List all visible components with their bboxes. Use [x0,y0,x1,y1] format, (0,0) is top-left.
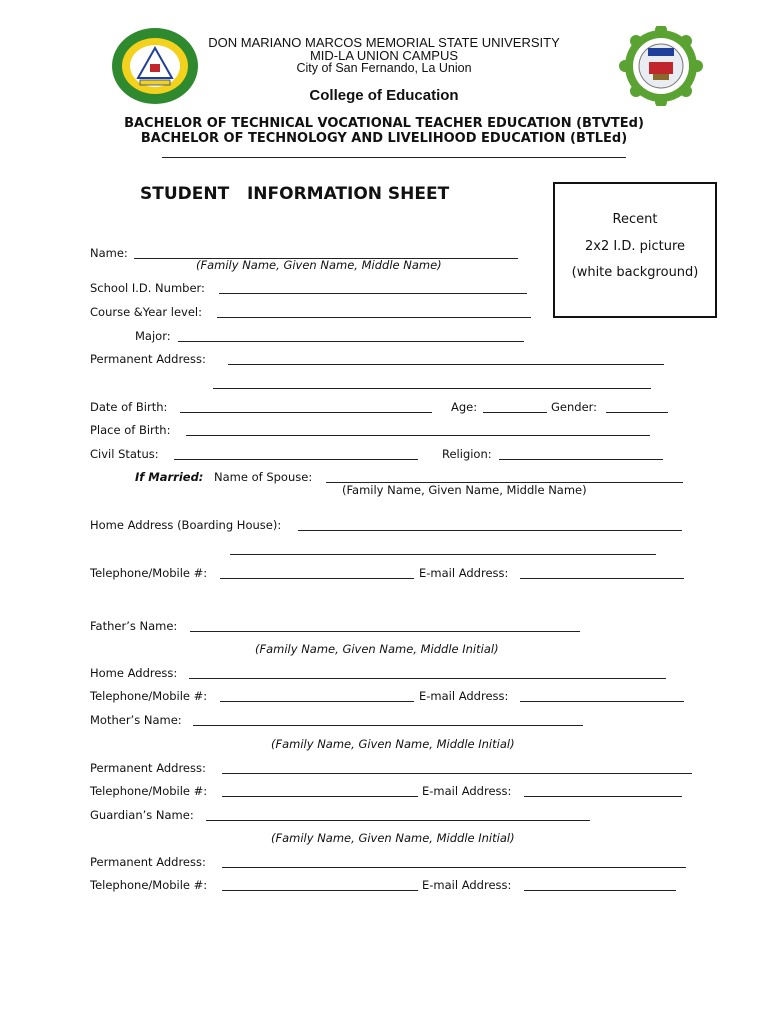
city-name: City of San Fernando, La Union [296,61,472,75]
gender-label: Gender: [551,400,598,414]
fathers-name-hint: (Family Name, Given Name, Middle Initial) [255,642,499,656]
campus-name: MID-LA UNION CAMPUS [309,48,459,63]
school-id-field[interactable] [219,293,527,294]
college-name: College of Education [309,87,459,104]
name-hint: (Family Name, Given Name, Middle Name) [196,258,442,272]
gender-field[interactable] [606,412,668,413]
mothers-name-field[interactable] [193,725,583,726]
date-of-birth-label: Date of Birth: [90,400,168,414]
program-btled: BACHELOR OF TECHNOLOGY AND LIVELIHOOD EDUCATION (BTLEd) [140,131,628,146]
permanent-address-label: Permanent Address: [90,352,206,366]
photo-line-2: 2x2 I.D. picture [584,239,685,254]
civil-status-label: Civil Status: [90,447,159,461]
mother-email-field[interactable] [524,796,682,797]
header-divider [162,157,626,158]
date-of-birth-field[interactable] [180,412,432,413]
civil-status-field[interactable] [174,459,418,460]
student-telephone-label: Telephone/Mobile #: [90,566,208,580]
place-of-birth-label: Place of Birth: [90,423,171,437]
course-year-label: Course &Year level: [90,305,202,319]
guardians-name-label: Guardian’s Name: [90,808,194,822]
mother-telephone-label: Telephone/Mobile #: [90,784,208,798]
mother-permanent-address-field[interactable] [222,773,692,774]
father-telephone-field[interactable] [220,701,414,702]
boarding-address-field[interactable] [298,530,682,531]
guardians-name-hint: (Family Name, Given Name, Middle Initial) [271,831,515,845]
mothers-name-label: Mother’s Name: [90,713,182,727]
mother-telephone-field[interactable] [222,796,418,797]
fathers-name-field[interactable] [190,631,580,632]
guardian-telephone-field[interactable] [222,890,418,891]
guardian-email-field[interactable] [524,890,676,891]
spouse-hint: (Family Name, Given Name, Middle Name) [342,483,587,497]
guardian-permanent-address-label: Permanent Address: [90,855,206,869]
place-of-birth-field[interactable] [186,435,650,436]
mother-email-label: E-mail Address: [422,784,512,798]
id-photo-box [553,182,717,318]
father-home-address-field[interactable] [189,678,666,679]
university-name: DON MARIANO MARCOS MEMORIAL STATE UNIVERSITY [208,35,560,50]
permanent-address-field[interactable] [228,364,664,365]
father-email-field[interactable] [520,701,684,702]
father-home-address-label: Home Address: [90,666,178,680]
fathers-name-label: Father’s Name: [90,619,178,633]
photo-line-1: Recent [612,212,658,227]
page-title: STUDENT INFORMATION SHEET [140,184,450,204]
student-telephone-field[interactable] [220,578,414,579]
mother-permanent-address-label: Permanent Address: [90,761,206,775]
name-label: Name: [90,246,128,260]
major-label: Major: [135,329,171,343]
boarding-address-field-2[interactable] [230,554,656,555]
course-year-field[interactable] [217,317,531,318]
guardian-telephone-label: Telephone/Mobile #: [90,878,208,892]
student-email-field[interactable] [520,578,684,579]
program-btvted: BACHELOR OF TECHNICAL VOCATIONAL TEACHER EDUCATION (BTVTEd) [124,116,644,131]
major-field[interactable] [178,341,524,342]
boarding-address-label: Home Address (Boarding House): [90,518,282,532]
guardian-permanent-address-field[interactable] [222,867,686,868]
permanent-address-field-2[interactable] [213,388,651,389]
age-field[interactable] [483,412,547,413]
religion-label: Religion: [442,447,492,461]
if-married-label: If Married: [135,470,204,484]
father-email-label: E-mail Address: [419,689,509,703]
student-email-label: E-mail Address: [419,566,509,580]
father-telephone-label: Telephone/Mobile #: [90,689,208,703]
guardians-name-field[interactable] [206,820,590,821]
guardian-email-label: E-mail Address: [422,878,512,892]
photo-line-3: (white background) [571,265,699,280]
religion-field[interactable] [499,459,663,460]
name-of-spouse-label: Name of Spouse: [214,470,313,484]
school-id-label: School I.D. Number: [90,281,205,295]
age-label: Age: [451,400,478,414]
mothers-name-hint: (Family Name, Given Name, Middle Initial) [271,737,515,751]
